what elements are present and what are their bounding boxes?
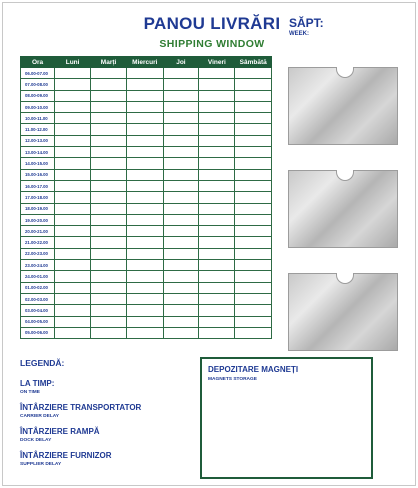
table-row [21, 180, 272, 191]
time-slot-label: 19.00-20.00 [21, 214, 55, 225]
schedule-cell[interactable] [55, 327, 91, 338]
storage-sublabel: MAGNETS STORAGE [208, 377, 257, 382]
time-slot-label: 22.00-23.00 [21, 248, 55, 259]
schedule-cell[interactable] [127, 192, 163, 203]
table-row [21, 203, 272, 214]
schedule-cell[interactable] [127, 282, 163, 293]
time-slot-label: 07.00-08.00 [21, 79, 55, 90]
table-row [21, 271, 272, 282]
legend-item-label: ÎNTÂRZIERE FURNIZOR [20, 451, 112, 460]
table-row [21, 192, 272, 203]
time-slot-label: 11.00-12.00 [21, 124, 55, 135]
schedule-cell[interactable] [127, 113, 163, 124]
schedule-cell[interactable] [55, 180, 91, 191]
schedule-cell[interactable] [55, 90, 91, 101]
schedule-cell[interactable] [235, 68, 272, 79]
schedule-cell[interactable] [199, 192, 235, 203]
schedule-cell[interactable] [55, 192, 91, 203]
schedule-cell[interactable] [235, 248, 272, 259]
schedule-cell[interactable] [127, 226, 163, 237]
table-row [21, 305, 272, 316]
schedule-cell[interactable] [91, 192, 127, 203]
schedule-cell[interactable] [235, 237, 272, 248]
schedule-cell[interactable] [55, 124, 91, 135]
column-header-hour: Ora [21, 57, 55, 68]
legend-item-label: LA TIMP: [20, 379, 55, 388]
table-row [21, 327, 272, 338]
schedule-cell[interactable] [199, 316, 235, 327]
legend-item-on-time [20, 379, 54, 395]
column-header-thursday: Joi [163, 57, 199, 68]
table-row [21, 169, 272, 180]
schedule-cell[interactable] [199, 214, 235, 225]
table-row [21, 214, 272, 225]
schedule-cell[interactable] [199, 237, 235, 248]
schedule-cell[interactable] [91, 260, 127, 271]
schedule-cell[interactable] [55, 237, 91, 248]
schedule-cell[interactable] [55, 147, 91, 158]
schedule-cell[interactable] [235, 124, 272, 135]
schedule-cell[interactable] [127, 327, 163, 338]
storage-title: DEPOZITARE MAGNEȚI [208, 365, 299, 374]
schedule-cell[interactable] [199, 79, 235, 90]
schedule-cell[interactable] [163, 293, 199, 304]
schedule-cell[interactable] [91, 135, 127, 146]
schedule-cell[interactable] [127, 305, 163, 316]
schedule-cell[interactable] [55, 113, 91, 124]
schedule-cell[interactable] [91, 90, 127, 101]
schedule-cell[interactable] [91, 214, 127, 225]
table-row [21, 237, 272, 248]
column-header-friday: Vineri [199, 57, 235, 68]
schedule-cell[interactable] [91, 293, 127, 304]
time-slot-label: 14.00-15.00 [21, 158, 55, 169]
schedule-cell[interactable] [199, 327, 235, 338]
schedule-cell[interactable] [91, 169, 127, 180]
table-row [21, 79, 272, 90]
magnets-storage-area[interactable] [200, 357, 373, 479]
table-row [21, 158, 272, 169]
schedule-cell[interactable] [55, 260, 91, 271]
schedule-cell[interactable] [199, 158, 235, 169]
column-header-tuesday: Marți [91, 57, 127, 68]
schedule-cell[interactable] [163, 226, 199, 237]
column-header-monday: Luni [55, 57, 91, 68]
time-slot-label: 12.00-13.00 [21, 135, 55, 146]
schedule-cell[interactable] [127, 68, 163, 79]
schedule-cell[interactable] [91, 147, 127, 158]
legend-item-label: ÎNTÂRZIERE RAMPĂ [20, 427, 100, 436]
schedule-cell[interactable] [163, 327, 199, 338]
schedule-cell[interactable] [55, 248, 91, 259]
legend-item-sublabel: SUPPLIER DELAY [20, 462, 62, 467]
schedule-cell[interactable] [235, 135, 272, 146]
legend-title: LEGENDĂ: [20, 358, 65, 368]
schedule-cell[interactable] [235, 316, 272, 327]
schedule-cell[interactable] [91, 124, 127, 135]
schedule-cell[interactable] [235, 214, 272, 225]
schedule-cell[interactable] [91, 226, 127, 237]
schedule-cell[interactable] [127, 293, 163, 304]
schedule-cell[interactable] [55, 79, 91, 90]
schedule-cell[interactable] [235, 282, 272, 293]
schedule-cell[interactable] [235, 203, 272, 214]
schedule-cell[interactable] [55, 226, 91, 237]
schedule-cell[interactable] [91, 180, 127, 191]
schedule-cell[interactable] [127, 158, 163, 169]
schedule-cell[interactable] [199, 68, 235, 79]
document-pocket-icon[interactable] [288, 67, 398, 145]
schedule-cell[interactable] [163, 260, 199, 271]
schedule-cell[interactable] [199, 101, 235, 112]
time-slot-label: 23.00-24.00 [21, 260, 55, 271]
pocket-tab [336, 67, 354, 78]
legend-item-sublabel: ON TIME [20, 390, 40, 395]
schedule-cell[interactable] [55, 316, 91, 327]
schedule-cell[interactable] [91, 271, 127, 282]
schedule-cell[interactable] [163, 316, 199, 327]
table-row [21, 101, 272, 112]
legend-item-supplier-delay [20, 451, 112, 467]
schedule-cell[interactable] [55, 203, 91, 214]
time-slot-label: 20.00-21.00 [21, 226, 55, 237]
schedule-cell[interactable] [55, 158, 91, 169]
schedule-cell[interactable] [127, 169, 163, 180]
schedule-cell[interactable] [235, 101, 272, 112]
schedule-cell[interactable] [127, 79, 163, 90]
legend-item-carrier-delay [20, 403, 141, 419]
schedule-cell[interactable] [163, 237, 199, 248]
schedule-cell[interactable] [235, 147, 272, 158]
document-pocket-icon[interactable] [288, 170, 398, 248]
schedule-cell[interactable] [163, 203, 199, 214]
schedule-cell[interactable] [127, 214, 163, 225]
table-row [21, 226, 272, 237]
schedule-cell[interactable] [163, 147, 199, 158]
schedule-cell[interactable] [235, 226, 272, 237]
schedule-cell[interactable] [55, 293, 91, 304]
schedule-cell[interactable] [163, 305, 199, 316]
schedule-cell[interactable] [91, 248, 127, 259]
schedule-cell[interactable] [235, 192, 272, 203]
time-slot-label: 15.00-16.00 [21, 169, 55, 180]
time-slot-label: 10.00-11.00 [21, 113, 55, 124]
schedule-cell[interactable] [199, 226, 235, 237]
schedule-cell[interactable] [235, 90, 272, 101]
schedule-cell[interactable] [55, 214, 91, 225]
schedule-cell[interactable] [55, 282, 91, 293]
schedule-cell[interactable] [199, 271, 235, 282]
column-header-saturday: Sâmbătă [235, 57, 272, 68]
schedule-cell[interactable] [91, 237, 127, 248]
schedule-cell[interactable] [127, 135, 163, 146]
schedule-cell[interactable] [127, 203, 163, 214]
schedule-cell[interactable] [199, 124, 235, 135]
schedule-cell[interactable] [55, 101, 91, 112]
time-slot-label: 05.00-06.00 [21, 327, 55, 338]
time-slot-label: 06.00-07.00 [21, 68, 55, 79]
schedule-cell[interactable] [91, 158, 127, 169]
schedule-cell[interactable] [199, 169, 235, 180]
schedule-table [20, 56, 272, 339]
schedule-cell[interactable] [199, 260, 235, 271]
schedule-cell[interactable] [127, 260, 163, 271]
schedule-cell[interactable] [91, 101, 127, 112]
week-sublabel: WEEK: [289, 31, 309, 37]
schedule-cell[interactable] [127, 124, 163, 135]
schedule-cell[interactable] [199, 305, 235, 316]
schedule-cell[interactable] [199, 180, 235, 191]
schedule-cell[interactable] [235, 260, 272, 271]
table-row [21, 68, 272, 79]
time-slot-label: 03.00-04.00 [21, 305, 55, 316]
schedule-cell[interactable] [127, 271, 163, 282]
schedule-cell[interactable] [91, 113, 127, 124]
schedule-cell[interactable] [127, 90, 163, 101]
pocket-tab [336, 170, 354, 181]
schedule-cell[interactable] [163, 192, 199, 203]
table-row [21, 135, 272, 146]
schedule-cell[interactable] [55, 135, 91, 146]
table-row [21, 90, 272, 101]
schedule-cell[interactable] [127, 101, 163, 112]
time-slot-label: 04.00-05.00 [21, 316, 55, 327]
schedule-cell[interactable] [235, 305, 272, 316]
schedule-cell[interactable] [91, 305, 127, 316]
time-slot-label: 21.00-22.00 [21, 237, 55, 248]
schedule-cell[interactable] [199, 90, 235, 101]
schedule-cell[interactable] [163, 68, 199, 79]
schedule-cell[interactable] [235, 327, 272, 338]
schedule-cell[interactable] [55, 305, 91, 316]
table-row [21, 147, 272, 158]
table-row [21, 282, 272, 293]
table-row [21, 113, 272, 124]
schedule-cell[interactable] [163, 101, 199, 112]
schedule-cell[interactable] [199, 135, 235, 146]
schedule-cell[interactable] [199, 203, 235, 214]
time-slot-label: 01.00-02.00 [21, 282, 55, 293]
schedule-cell[interactable] [163, 135, 199, 146]
pocket-tab [336, 273, 354, 284]
time-slot-label: 02.00-03.00 [21, 293, 55, 304]
schedule-cell[interactable] [163, 124, 199, 135]
schedule-cell[interactable] [91, 79, 127, 90]
schedule-cell[interactable] [91, 316, 127, 327]
schedule-cell[interactable] [235, 293, 272, 304]
schedule-cell[interactable] [199, 293, 235, 304]
schedule-cell[interactable] [163, 158, 199, 169]
schedule-cell[interactable] [163, 282, 199, 293]
legend-item-sublabel: CARRIER DELAY [20, 414, 60, 419]
schedule-cell[interactable] [127, 248, 163, 259]
week-label: SĂPT: [289, 16, 324, 30]
time-slot-label: 16.00-17.00 [21, 180, 55, 191]
page-subtitle: SHIPPING WINDOW [159, 38, 265, 50]
time-slot-label: 08.00-09.00 [21, 90, 55, 101]
column-header-wednesday: Miercuri [127, 57, 163, 68]
schedule-cell[interactable] [163, 90, 199, 101]
schedule-cell[interactable] [127, 180, 163, 191]
table-row [21, 124, 272, 135]
schedule-cell[interactable] [163, 113, 199, 124]
time-slot-label: 09.00-10.00 [21, 101, 55, 112]
document-pocket-icon[interactable] [288, 273, 398, 351]
schedule-cell[interactable] [163, 79, 199, 90]
schedule-cell[interactable] [91, 282, 127, 293]
schedule-cell[interactable] [91, 68, 127, 79]
schedule-cell[interactable] [235, 180, 272, 191]
schedule-cell[interactable] [235, 113, 272, 124]
schedule-cell[interactable] [55, 271, 91, 282]
schedule-cell[interactable] [163, 271, 199, 282]
schedule-cell[interactable] [127, 237, 163, 248]
table-row [21, 260, 272, 271]
page-title: PANOU LIVRĂRI [143, 14, 281, 33]
schedule-cell[interactable] [91, 327, 127, 338]
schedule-cell[interactable] [235, 169, 272, 180]
schedule-header-row [21, 57, 272, 68]
table-row [21, 248, 272, 259]
legend-item-label: ÎNTÂRZIERE TRANSPORTATOR [20, 403, 142, 412]
schedule-cell[interactable] [163, 180, 199, 191]
schedule-cell[interactable] [235, 271, 272, 282]
schedule-cell[interactable] [91, 203, 127, 214]
table-row [21, 316, 272, 327]
schedule-cell[interactable] [55, 68, 91, 79]
schedule-cell[interactable] [199, 248, 235, 259]
time-slot-label: 13.00-14.00 [21, 147, 55, 158]
legend-item-dock-delay [20, 427, 100, 443]
schedule-cell[interactable] [199, 113, 235, 124]
schedule-cell[interactable] [127, 147, 163, 158]
schedule-cell[interactable] [163, 214, 199, 225]
time-slot-label: 18.00-19.00 [21, 203, 55, 214]
legend-item-sublabel: DOCK DELAY [20, 438, 52, 443]
schedule-cell[interactable] [235, 79, 272, 90]
schedule-cell[interactable] [163, 169, 199, 180]
schedule-cell[interactable] [163, 248, 199, 259]
time-slot-label: 17.00-18.00 [21, 192, 55, 203]
table-row [21, 293, 272, 304]
schedule-cell[interactable] [127, 316, 163, 327]
time-slot-label: 24.00-01.00 [21, 271, 55, 282]
schedule-cell[interactable] [199, 282, 235, 293]
schedule-cell[interactable] [235, 158, 272, 169]
schedule-cell[interactable] [55, 169, 91, 180]
schedule-cell[interactable] [199, 147, 235, 158]
